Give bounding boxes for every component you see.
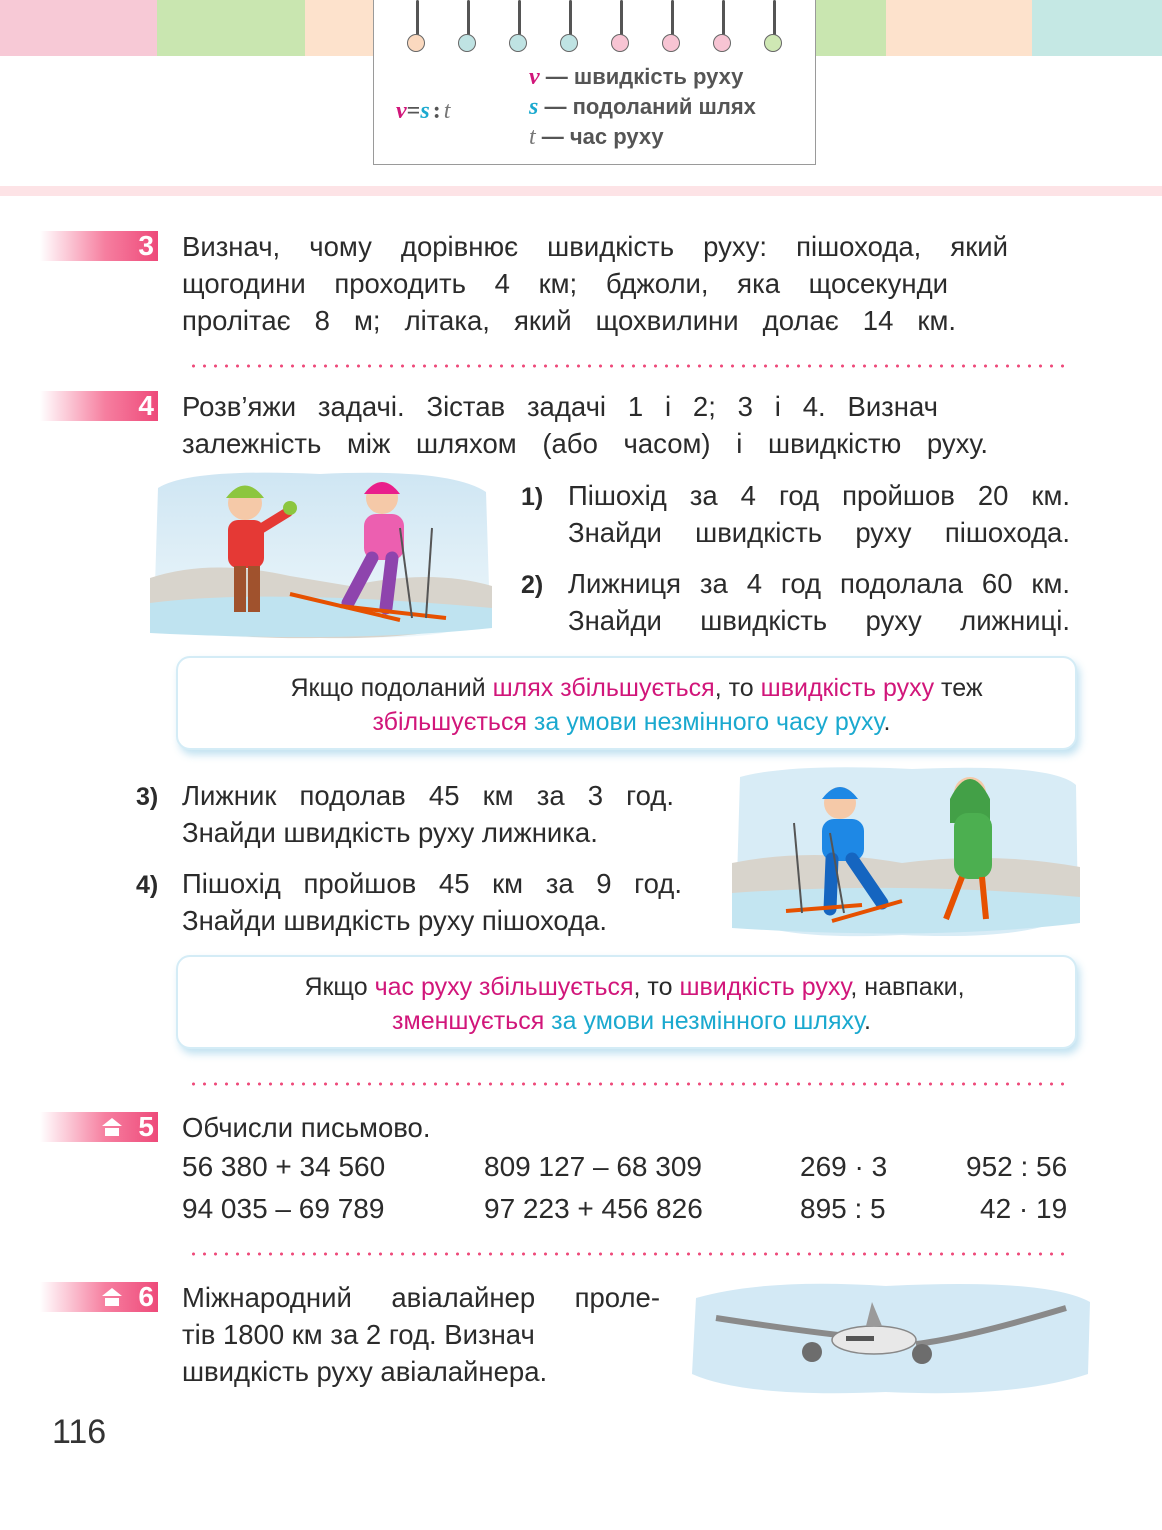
spiral-ring <box>406 0 428 52</box>
task6-line: Міжнародний авіалайнер проле- <box>182 1282 660 1313</box>
color-band-green <box>157 0 305 56</box>
legend-t: t — час руху <box>529 124 664 150</box>
problem-line: Лижниця за 4 год подолала 60 км. <box>568 568 1070 599</box>
rule-line: Якщо час руху збільшується, то швидкість руху, навпаки, <box>304 973 965 1001</box>
task-number-tab: 6 <box>40 1282 158 1312</box>
task-number-tab: 4 <box>40 391 158 421</box>
problem-line: Лижник подолав 45 км за 3 год. <box>182 780 674 811</box>
task6-line: тів 1800 км за 2 год. Визнач <box>182 1319 535 1350</box>
header-divider <box>0 186 1162 196</box>
calc-expression: 952 : 56 <box>966 1151 1068 1182</box>
task3-line: щогодини проходить 4 км; бджоли, яка щосекунди <box>182 268 948 299</box>
dotted-separator <box>188 1082 1068 1086</box>
calc-expression: 97 223 + 456 826 <box>484 1193 703 1224</box>
calc-expression: 269 · 3 <box>800 1151 888 1182</box>
rule-line: збільшується за умови незмінного часу руху. <box>372 708 891 736</box>
problem-line: Пішохід пройшов 45 км за 9 год. <box>182 868 682 899</box>
calc-expression: 56 380 + 34 560 <box>182 1151 386 1182</box>
spiral-ring <box>508 0 530 52</box>
problem-label: 1) <box>521 483 544 511</box>
task-number-tab: 3 <box>40 231 158 261</box>
task6-line: швидкість руху авіалайнера. <box>182 1356 548 1387</box>
formula-card <box>373 0 816 165</box>
color-band-peach2 <box>886 0 1032 56</box>
spiral-ring <box>661 0 683 52</box>
dotted-separator <box>188 364 1068 368</box>
color-band-mint <box>1032 0 1162 56</box>
home-icon <box>102 1118 122 1136</box>
spiral-ring <box>457 0 479 52</box>
task5-title: Обчисли письмово. <box>182 1112 431 1143</box>
legend-s: s — подоланий шлях <box>529 94 756 120</box>
problem-line: Знайди швидкість руху лижниці. <box>568 605 1070 636</box>
page-number: 116 <box>52 1413 107 1451</box>
spiral-ring <box>763 0 785 52</box>
problem-label: 4) <box>136 871 159 899</box>
task4-line: Розв’яжи задачі. Зістав задачі 1 і 2; 3 і 4. Визнач <box>182 391 938 422</box>
calc-expression: 42 · 19 <box>980 1193 1068 1224</box>
spiral-ring <box>610 0 632 52</box>
problem-line: Пішохід за 4 год пройшов 20 км. <box>568 480 1070 511</box>
skier-and-walker-illustration <box>732 763 1080 941</box>
legend-v: v — швидкість руху <box>529 64 744 90</box>
speed-formula: v=s : t <box>396 98 451 124</box>
dotted-separator <box>188 1252 1068 1256</box>
spiral-ring <box>712 0 734 52</box>
calc-expression: 94 035 – 69 789 <box>182 1193 385 1224</box>
children-skiing-illustration <box>150 468 492 643</box>
color-band-pink <box>0 0 157 56</box>
color-band-green2 <box>816 0 886 56</box>
problem-label: 3) <box>136 783 159 811</box>
color-band-peach <box>305 0 373 56</box>
problem-line: Знайди швидкість руху пішохода. <box>182 905 608 936</box>
calc-expression: 895 : 5 <box>800 1193 886 1224</box>
problem-label: 2) <box>521 571 544 599</box>
rule-line: зменшується за умови незмінного шляху. <box>392 1007 871 1035</box>
task3-line: Визнач, чому дорівнює швидкість руху: пішохода, який <box>182 231 1008 262</box>
rule-box-path <box>176 656 1077 750</box>
rule-line: Якщо подоланий шлях збільшується, то швидкість руху теж <box>290 674 983 702</box>
task-number-tab: 5 <box>40 1112 158 1142</box>
task3-line: пролітає 8 м; літака, який щохвилини долає 14 км. <box>182 305 956 336</box>
problem-line: Знайди швидкість руху пішохода. <box>568 517 1070 548</box>
rule-box-time <box>176 955 1077 1049</box>
airliner-illustration <box>686 1278 1094 1398</box>
spiral-ring <box>559 0 581 52</box>
task4-line: залежність між шляхом (або часом) і швидкістю руху. <box>182 428 988 459</box>
home-icon <box>102 1288 122 1306</box>
calc-expression: 809 127 – 68 309 <box>484 1151 702 1182</box>
problem-line: Знайди швидкість руху лижника. <box>182 817 598 848</box>
